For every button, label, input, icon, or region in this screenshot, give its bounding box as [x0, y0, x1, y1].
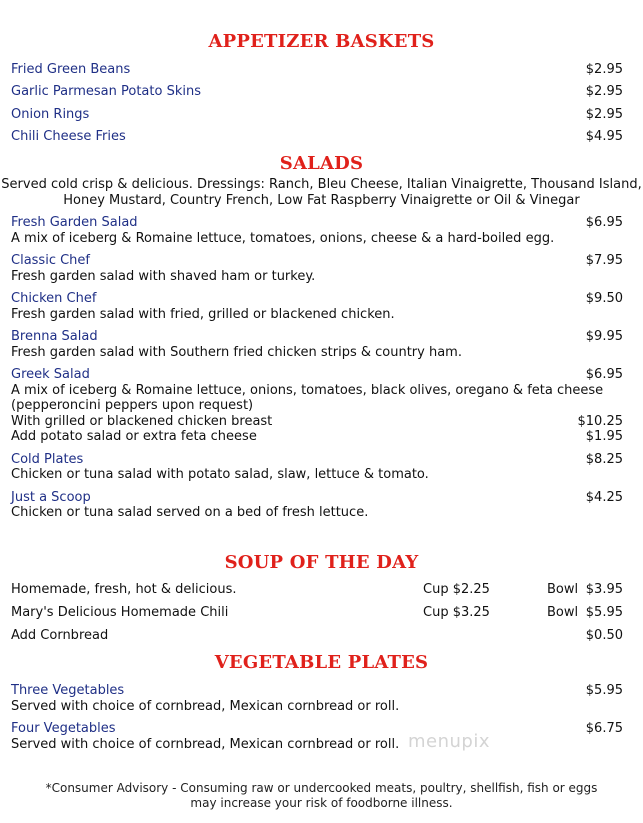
item-price: $3.95 [585, 582, 623, 597]
addon-label: With grilled or blackened chicken breast [11, 414, 273, 429]
item-name: Three Vegetables [11, 683, 125, 698]
addon-price: $10.25 [577, 414, 623, 429]
item-description: A mix of iceberg & Romaine lettuce, tomatoes, onions, cheese & a hard-boiled egg. [11, 231, 555, 246]
item-price: $9.95 [585, 329, 623, 344]
item-description: A mix of iceberg & Romaine lettuce, onions, tomatoes, black olives, oregano & feta cheese [11, 383, 604, 398]
menu-item [11, 581, 623, 599]
item-description-note: (pepperoncini peppers upon request) [11, 398, 254, 413]
item-name: Fried Green Beans [11, 62, 131, 77]
item-price: $5.95 [585, 605, 623, 620]
item-name: Mary's Delicious Homemade Chili [11, 605, 229, 620]
item-name: Four Vegetables [11, 721, 116, 736]
menu-item [11, 83, 623, 101]
item-price: $4.95 [585, 129, 623, 144]
cup-price: Cup $2.25 [423, 582, 490, 597]
cup-price: Cup $3.25 [423, 605, 490, 620]
item-description: Served with choice of cornbread, Mexican cornbread or roll. [11, 699, 400, 714]
item-price: $7.95 [585, 253, 623, 268]
menu-item [11, 604, 623, 622]
appetizers-heading: APPETIZER BASKETS [208, 31, 435, 52]
item-description: Chicken or tuna salad with potato salad, slaw, lettuce & tomato. [11, 467, 429, 482]
item-price: $2.95 [585, 107, 623, 122]
consumer-advisory-line-1: *Consumer Advisory - Consuming raw or undercooked meats, poultry, shellfish, fish or eggs [45, 781, 598, 795]
item-name: Onion Rings [11, 107, 90, 122]
item-price: $2.95 [585, 84, 623, 99]
item-name: Greek Salad [11, 367, 90, 382]
item-name: Homemade, fresh, hot & delicious. [11, 582, 237, 597]
item-description: Served with choice of cornbread, Mexican cornbread or roll. [11, 737, 400, 752]
salads-heading: SALADS [279, 153, 364, 174]
item-name: Cold Plates [11, 452, 84, 467]
menu-item [11, 627, 623, 645]
item-name: Chicken Chef [11, 291, 97, 306]
menu-item [11, 106, 623, 124]
menupix-watermark: menupix [408, 731, 491, 752]
menu-item [11, 128, 623, 146]
item-description: Fresh garden salad with Southern fried chicken strips & country ham. [11, 345, 462, 360]
item-description: Chicken or tuna salad served on a bed of fresh lettuce. [11, 505, 369, 520]
item-description: Fresh garden salad with shaved ham or turkey. [11, 269, 316, 284]
item-price: $5.95 [585, 683, 623, 698]
addon-row [11, 428, 623, 446]
item-name: Fresh Garden Salad [11, 215, 138, 230]
item-price: $6.75 [585, 721, 623, 736]
salads-intro-line-2: Honey Mustard, Country French, Low Fat Raspberry Vinaigrette or Oil & Vinegar [63, 193, 580, 208]
item-price: $0.50 [585, 628, 623, 643]
menu-item [11, 61, 623, 79]
addon-price: $1.95 [585, 429, 623, 444]
item-name: Add Cornbread [11, 628, 109, 643]
item-price: $6.95 [585, 215, 623, 230]
soup-heading: SOUP OF THE DAY [224, 552, 419, 573]
item-name: Just a Scoop [11, 490, 91, 505]
item-name: Chili Cheese Fries [11, 129, 126, 144]
item-price: $8.25 [585, 452, 623, 467]
item-price: $9.50 [585, 291, 623, 306]
item-price: $2.95 [585, 62, 623, 77]
consumer-advisory-line-2: may increase your risk of foodborne illness. [190, 796, 453, 810]
item-description: Fresh garden salad with fried, grilled or blackened chicken. [11, 307, 395, 322]
vegetables-heading: VEGETABLE PLATES [214, 652, 429, 673]
item-name: Classic Chef [11, 253, 90, 268]
bowl-label: Bowl [547, 582, 579, 597]
item-price: $6.95 [585, 367, 623, 382]
item-name: Brenna Salad [11, 329, 98, 344]
item-price: $4.25 [585, 490, 623, 505]
bowl-label: Bowl [547, 605, 579, 620]
addon-label: Add potato salad or extra feta cheese [11, 429, 257, 444]
salads-intro-line-1: Served cold crisp & delicious. Dressings: Ranch, Bleu Cheese, Italian Vinaigrette, Thousand Island, [1, 177, 642, 192]
item-name: Garlic Parmesan Potato Skins [11, 84, 201, 99]
